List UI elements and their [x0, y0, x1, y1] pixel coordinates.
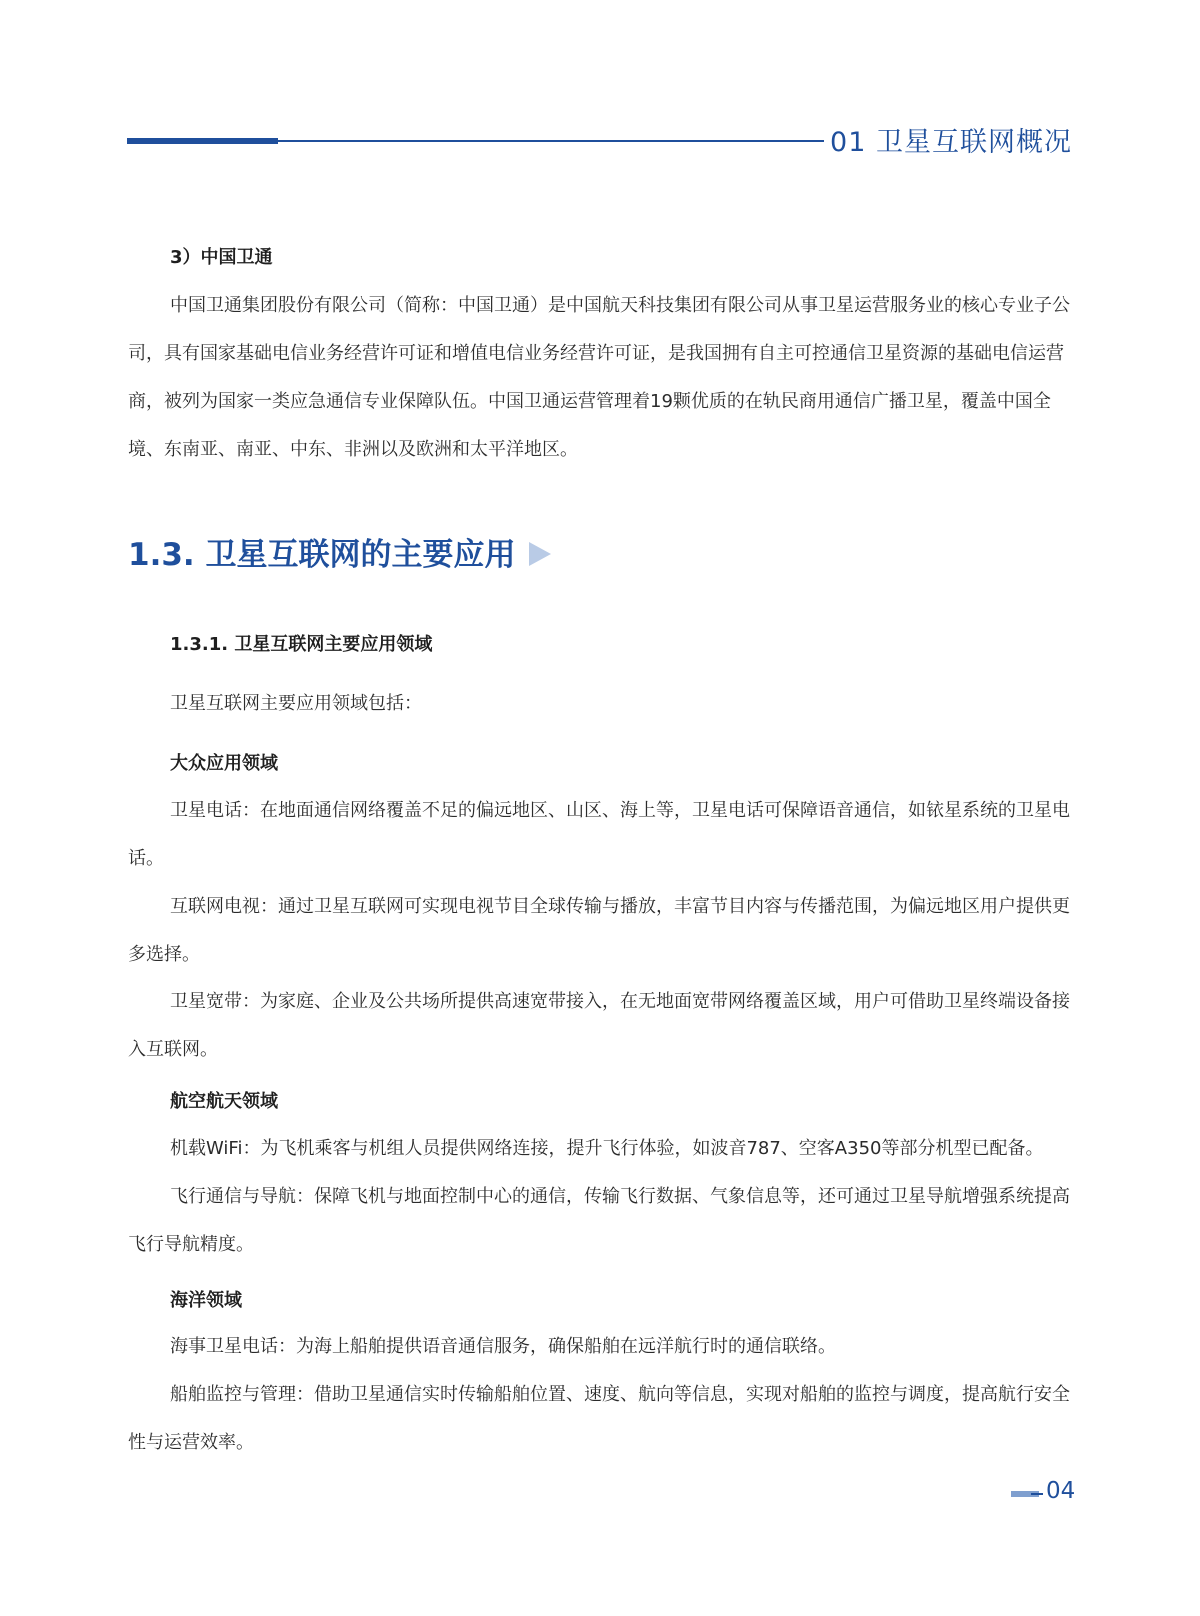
intro-text: 卫星互联网主要应用领域包括：: [170, 693, 422, 714]
group-heading-aerospace: 航空航天领域: [170, 1091, 278, 1112]
section-title: [128, 533, 551, 577]
list-item: 海事卫星电话：为海上船舶提供语音通信服务，确保船舶在远洋航行时的通信联络。: [170, 1336, 836, 1357]
list-item: 机载WiFi：为飞机乘客与机组人员提供网络连接，提升飞行体验，如波音787、空客A350等部分机型已配备。: [170, 1138, 1044, 1159]
section-3-heading: 3）中国卫通: [170, 247, 273, 268]
triangle-arrow-icon: [529, 542, 551, 566]
header-rule-thin: [278, 140, 824, 142]
list-item: 飞行通信与导航：保障飞机与地面控制中心的通信，传输飞行数据、气象信息等，还可通过卫星导航增强系统提高飞行导航精度。: [128, 1186, 1070, 1255]
section-3-paragraph: 中国卫通集团股份有限公司（简称：中国卫通）是中国航天科技集团有限公司从事卫星运营服务业的核心专业子公司，具有国家基础电信业务经营许可证和增值电信业务经营许可证，是我国拥有自主可控通信卫星资源的基础电信运营商，被列为国家一类应急通信专业保障队伍。中国卫通运营管理着19颗优质的在轨民商用通信广播卫星，覆盖中国全境、东南亚、南亚、中东、非洲以及欧洲和太平洋地区。: [128, 295, 1070, 460]
chapter-title: 01 卫星互联网概况: [830, 127, 1072, 158]
list-item: 互联网电视：通过卫星互联网可实现电视节目全球传输与播放，丰富节目内容与传播范围，为偏远地区用户提供更多选择。: [128, 896, 1070, 965]
subsection-title: 1.3.1. 卫星互联网主要应用领域: [170, 634, 433, 655]
footer-bar-line: [1031, 1493, 1043, 1495]
list-item: 船舶监控与管理：借助卫星通信实时传输船舶位置、速度、航向等信息，实现对船舶的监控与调度，提高航行安全性与运营效率。: [128, 1384, 1070, 1453]
list-item: 卫星电话：在地面通信网络覆盖不足的偏远地区、山区、海上等，卫星电话可保障语音通信，如铱星系统的卫星电话。: [128, 800, 1070, 869]
group-heading-ocean: 海洋领域: [170, 1290, 242, 1311]
page-number: 04: [1046, 1478, 1076, 1504]
header-rule-thick: [127, 138, 278, 144]
list-item: 卫星宽带：为家庭、企业及公共场所提供高速宽带接入，在无地面宽带网络覆盖区域，用户可借助卫星终端设备接入互联网。: [128, 991, 1070, 1060]
section-title-text: 1.3. 卫星互联网的主要应用: [128, 537, 516, 573]
group-heading-public: 大众应用领域: [170, 753, 278, 774]
